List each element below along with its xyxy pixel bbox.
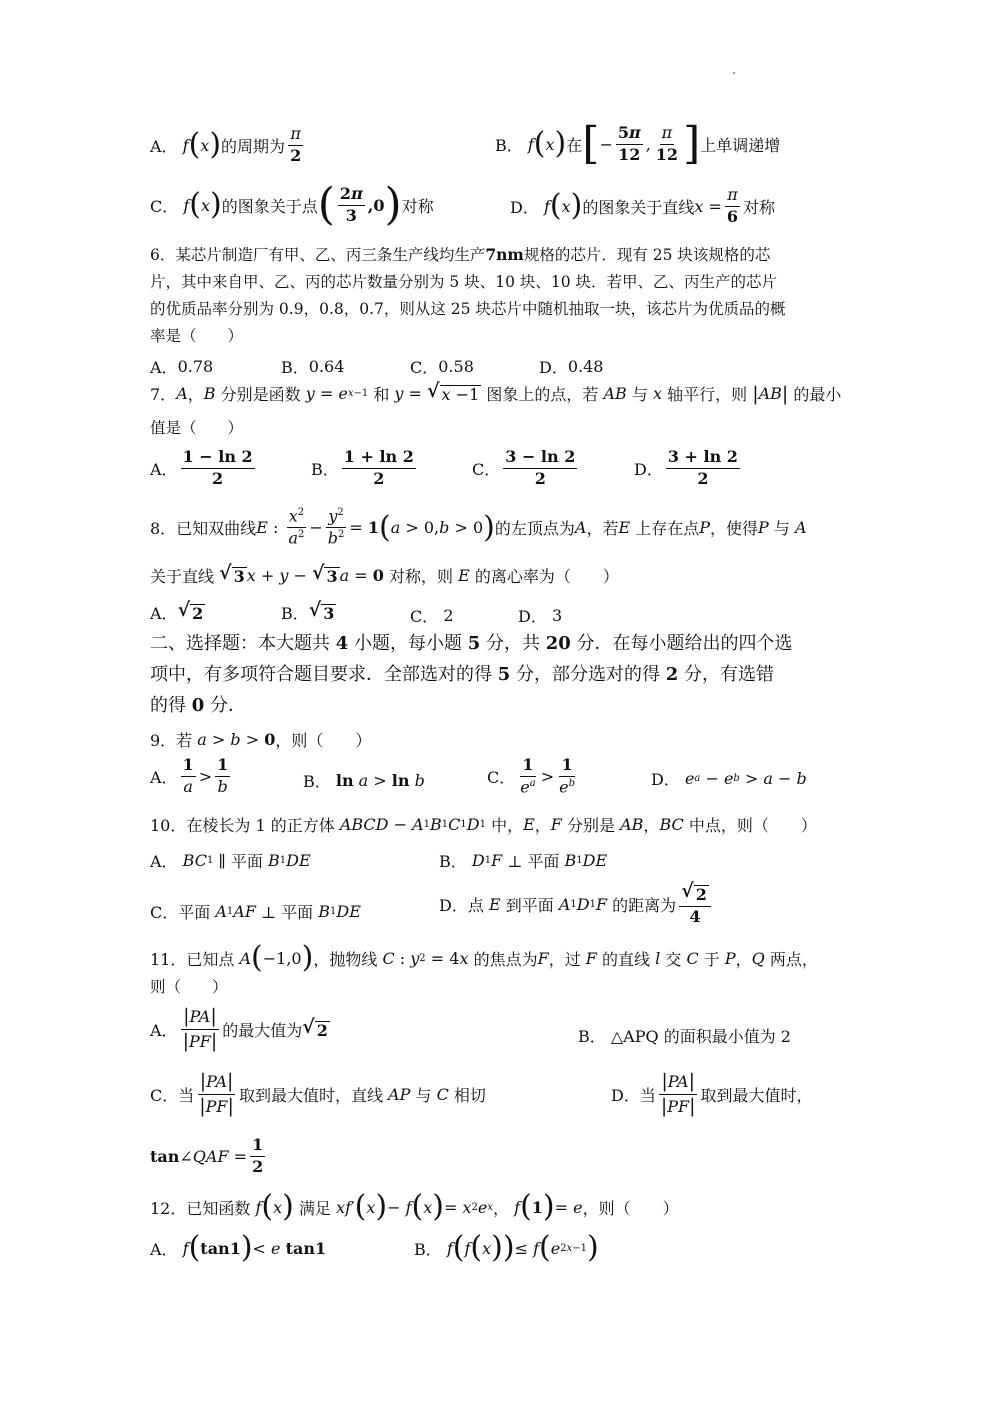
q12-option-b: B． f ( f ( x ) ) ≤ f ( e 2x−1 )	[414, 1230, 599, 1265]
q11-option-d-cont: tan ∠ QAF = $\frac{1}{2}$	[150, 1135, 264, 1176]
q7-option-d: D． $\frac{3 + \ln 2}{2}$	[634, 447, 738, 488]
q7-stem-line2: 值是（ ）	[150, 419, 244, 437]
q10-option-c: C．平面 A 1 AF ⊥ 平面 B 1 DE	[150, 902, 361, 922]
section-2-instructions: 二、选择题：本大题共 4 小题，每小题 5 分，共 20 分．在每小题给出的四个选 项中，有多项符合题目要求．全部选对的得 5 分，部分选对的得 2 分，有选错 的得 0 分．	[150, 633, 793, 716]
q9-option-b: B． ln a > ln b	[303, 771, 425, 791]
q6-stem: 6．某芯片制造厂有甲、乙、丙三条生产线均生产7nm规格的芯片．现有 25 块该规格的芯 片，其中来自甲、乙、丙的芯片数量分别为 5 块、10 块、10 块．若甲、乙、丙生产的芯片 的优质品率分别为 0.9，0.8，0.7，则从这 25 块芯片中随机抽取一块，该芯片为优质品的概 率是（ ）	[150, 245, 786, 345]
q9-option-d: D． e a − e b > a − b	[651, 769, 807, 789]
q8-option-b: B． √ 3	[281, 599, 335, 624]
q6-option-c: C． 0.58	[410, 357, 474, 377]
q12-option-a: A． f ( tan1 ) < e tan1	[150, 1230, 327, 1265]
q6-option-b: B． 0.64	[281, 357, 345, 377]
q7-stem: 7． A ， B 分别是函数 y = e x−1 和 y = √ x −1 图象上的点，若 AB 与 x 轴平行，则 | AB | 的最小	[150, 380, 842, 405]
q8-stem: 8．已知双曲线 E : $\frac{x^2}{a^2}$ − $\frac{y^2}{b^2}$ = 1 ( a > 0, b > 0 ) 的左顶点为 A ，若 E 上存在点 P ，使得 P 与 A	[150, 506, 807, 548]
q11-stem: 11．已知点 A ( −1,0 ) ，抛物线 C : y 2 = 4 x 的焦点为 F ，过 F 的直线 l 交 C 于 P ， Q 两点，	[150, 940, 818, 975]
q11-stem-line2: 则（ ）	[150, 978, 228, 996]
q9-option-a: A． $\frac{1}{a}$ > $\frac{1}{b}$	[150, 755, 229, 796]
q10-stem: 10．在棱长为 1 的正方体 ABCD − A 1 B 1 C 1 D 1 中， E ， F 分别是 AB ， BC 中点，则（ ）	[150, 815, 817, 835]
q8-option-c: C． 2	[410, 606, 454, 626]
q7-option-c: C． $\frac{3 - \ln 2}{2}$	[472, 447, 576, 488]
scan-dot	[733, 72, 735, 74]
q8-option-d: D． 3	[518, 606, 563, 626]
q5-option-b: B． f ( x ) 在 [ − $\frac{5\pi}{12}$ , $\frac{\pi}{12}$ ] 上单调递增	[495, 118, 781, 169]
q11-option-c: C．当 $\frac{|PA|}{|PF|}$ 取到最大值时，直线 AP 与 C 相切	[150, 1070, 486, 1117]
q11-option-b: B． △APQ 的面积最小值为 2	[578, 1027, 791, 1046]
q9-stem: 9．若 a > b > 0 ，则（ ）	[150, 730, 372, 750]
q11-option-a: A． $\frac{|PA|}{|PF|}$ 的最大值为 √ 2	[150, 1005, 328, 1052]
q5-option-a: A． f ( x ) 的周期为 $\frac{\pi}{2}$	[150, 124, 302, 165]
q7-option-a: A． $\frac{1 - \ln 2}{2}$	[150, 447, 253, 488]
q10-option-b: B． D 1 F ⊥ 平面 B 1 DE	[439, 851, 608, 871]
q5-option-c: C． f ( x ) 的图象关于点 ( $\frac{2\pi}{3}$ ,0 ) 对称	[150, 179, 434, 230]
q12-stem: 12．已知函数 f ( x ) 满足 xf ′ ( x ) − f ( x ) = x 2 e x ， f ( 1 ) = e ，则（ ）	[150, 1189, 679, 1224]
q11-option-d: D．当 $\frac{|PA|}{|PF|}$ 取到最大值时，	[611, 1070, 813, 1117]
q5-option-d: D． f ( x ) 的图象关于直线 x = $\frac{\pi}{6}$ 对称	[510, 185, 776, 226]
q6-option-d: D． 0.48	[539, 357, 604, 377]
q10-option-d: D．点 E 到平面 A 1 D 1 F 的距离为 √ 2 4	[439, 882, 714, 926]
q7-option-b: B． $\frac{1 + \ln 2}{2}$	[311, 447, 414, 488]
q8-option-a: A． √ 2	[150, 599, 204, 624]
q10-option-a: A． BC 1 ∥ 平面 B 1 DE	[150, 851, 311, 871]
q9-option-c: C． $\frac{1}{e^a}$ > $\frac{1}{e^b}$	[487, 755, 575, 797]
q6-option-a: A． 0.78	[150, 357, 214, 377]
q8-stem-line2: 关于直线 √ 3 x + y − √ 3 a = 0 对称，则 E 的离心率为（ ）	[150, 562, 619, 587]
